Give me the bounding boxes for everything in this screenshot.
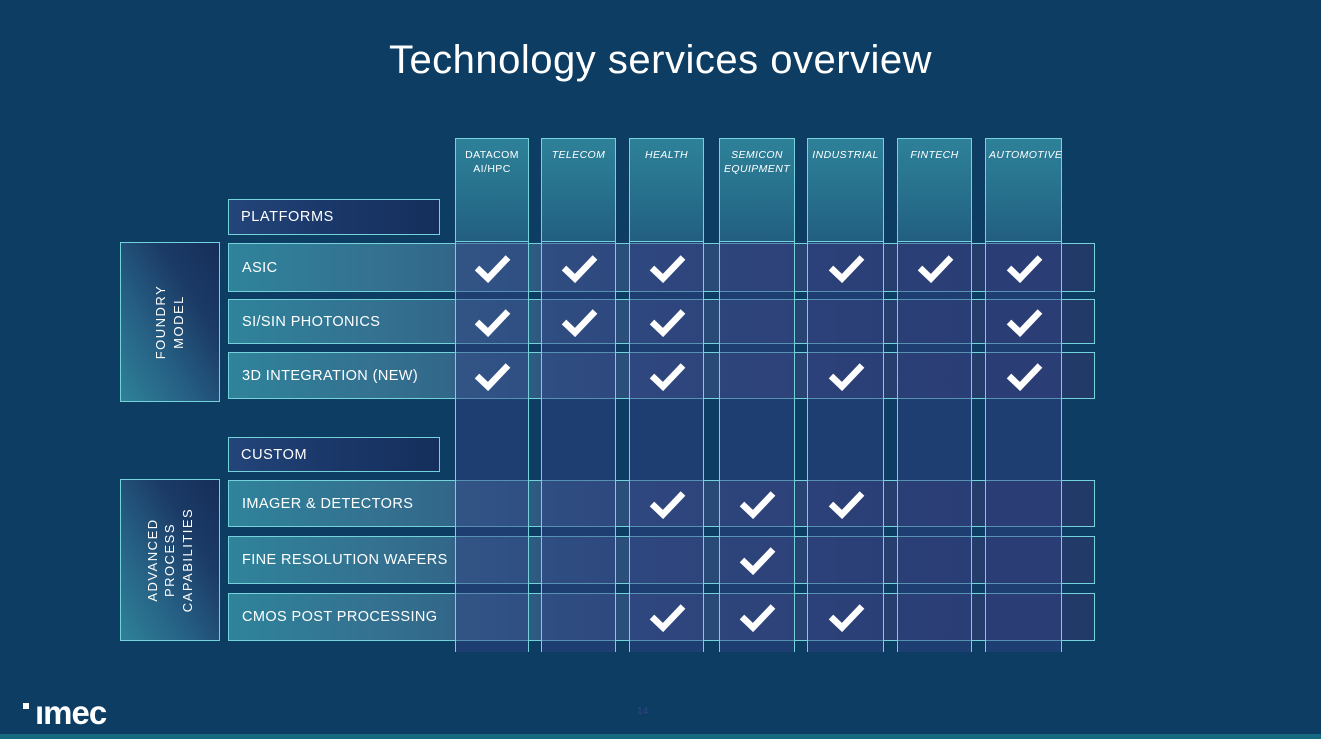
- group-inner: [120, 479, 220, 641]
- row-label-cmos-post-processing: CMOS POST PROCESSING: [242, 609, 438, 625]
- row-label-imager-detectors: IMAGER & DETECTORS: [242, 495, 414, 512]
- column-band: [897, 242, 972, 652]
- section-header-label: CUSTOM: [241, 446, 308, 463]
- check-icon: [737, 545, 777, 575]
- check-icon: [737, 489, 777, 519]
- section-header-platforms: [228, 199, 440, 235]
- group-inner: [120, 242, 220, 402]
- check-icon: [472, 253, 512, 283]
- imec-logo-text: ımec: [35, 694, 107, 731]
- column-header-telecom: [541, 138, 616, 242]
- row-label-asic: ASIC: [242, 259, 278, 276]
- check-icon: [915, 253, 955, 283]
- check-icon: [472, 307, 512, 337]
- column-header-label: INDUSTRIAL: [812, 149, 879, 161]
- column-header-semicon-equipment: [719, 138, 795, 242]
- column-header-label: DATACOM AI/HPC: [465, 149, 519, 176]
- group-label: FOUNDRY MODEL: [153, 284, 186, 360]
- page-title: Technology services overview: [388, 38, 933, 82]
- column-header-automotive: [985, 138, 1062, 242]
- check-icon: [647, 489, 687, 519]
- check-icon: [559, 253, 599, 283]
- row-label-3d-integration: 3D INTEGRATION (NEW): [242, 367, 419, 384]
- column-band: [541, 242, 616, 652]
- check-icon: [647, 361, 687, 391]
- group-box-foundry-model: [120, 242, 220, 402]
- section-header-custom: [228, 437, 440, 472]
- check-icon: [647, 253, 687, 283]
- imec-logo-dot-icon: [23, 703, 29, 709]
- row-label-fine-resolution-wafers: FINE RESOLUTION WAFERS: [242, 552, 448, 568]
- column-header-industrial: [807, 138, 884, 242]
- column-header-datacom-ai-hpc: [455, 138, 529, 242]
- column-band: [719, 242, 795, 652]
- check-icon: [826, 253, 866, 283]
- check-icon: [1004, 307, 1044, 337]
- column-header-label: AUTOMOTIVE: [989, 149, 1063, 161]
- check-icon: [647, 307, 687, 337]
- column-header-label: SEMICON EQUIPMENT: [723, 149, 791, 176]
- column-header-label: FINTECH: [910, 149, 959, 161]
- imec-logo: [22, 696, 106, 729]
- page-number: 14: [637, 706, 649, 717]
- column-band: [807, 242, 884, 652]
- column-band: [455, 242, 529, 652]
- column-band: [985, 242, 1062, 652]
- row-label-si-sin-photonics: SI/SIN PHOTONICS: [242, 313, 381, 330]
- bottom-accent-strip: [0, 734, 1321, 739]
- check-icon: [647, 602, 687, 632]
- check-icon: [826, 602, 866, 632]
- section-header-label: PLATFORMS: [241, 209, 334, 225]
- column-header-health: [629, 138, 704, 242]
- check-icon: [1004, 253, 1044, 283]
- check-icon: [826, 361, 866, 391]
- check-icon: [559, 307, 599, 337]
- check-icon: [472, 361, 512, 391]
- check-icon: [1004, 361, 1044, 391]
- column-header-label: HEALTH: [644, 149, 689, 161]
- check-icon: [826, 489, 866, 519]
- check-icon: [737, 602, 777, 632]
- column-band: [629, 242, 704, 652]
- column-header-label: TELECOM: [551, 149, 606, 161]
- group-label: ADVANCED PROCESS CAPABILITIES: [144, 507, 195, 613]
- group-box-advanced-process-capabilities: [120, 479, 220, 641]
- column-header-fintech: [897, 138, 972, 242]
